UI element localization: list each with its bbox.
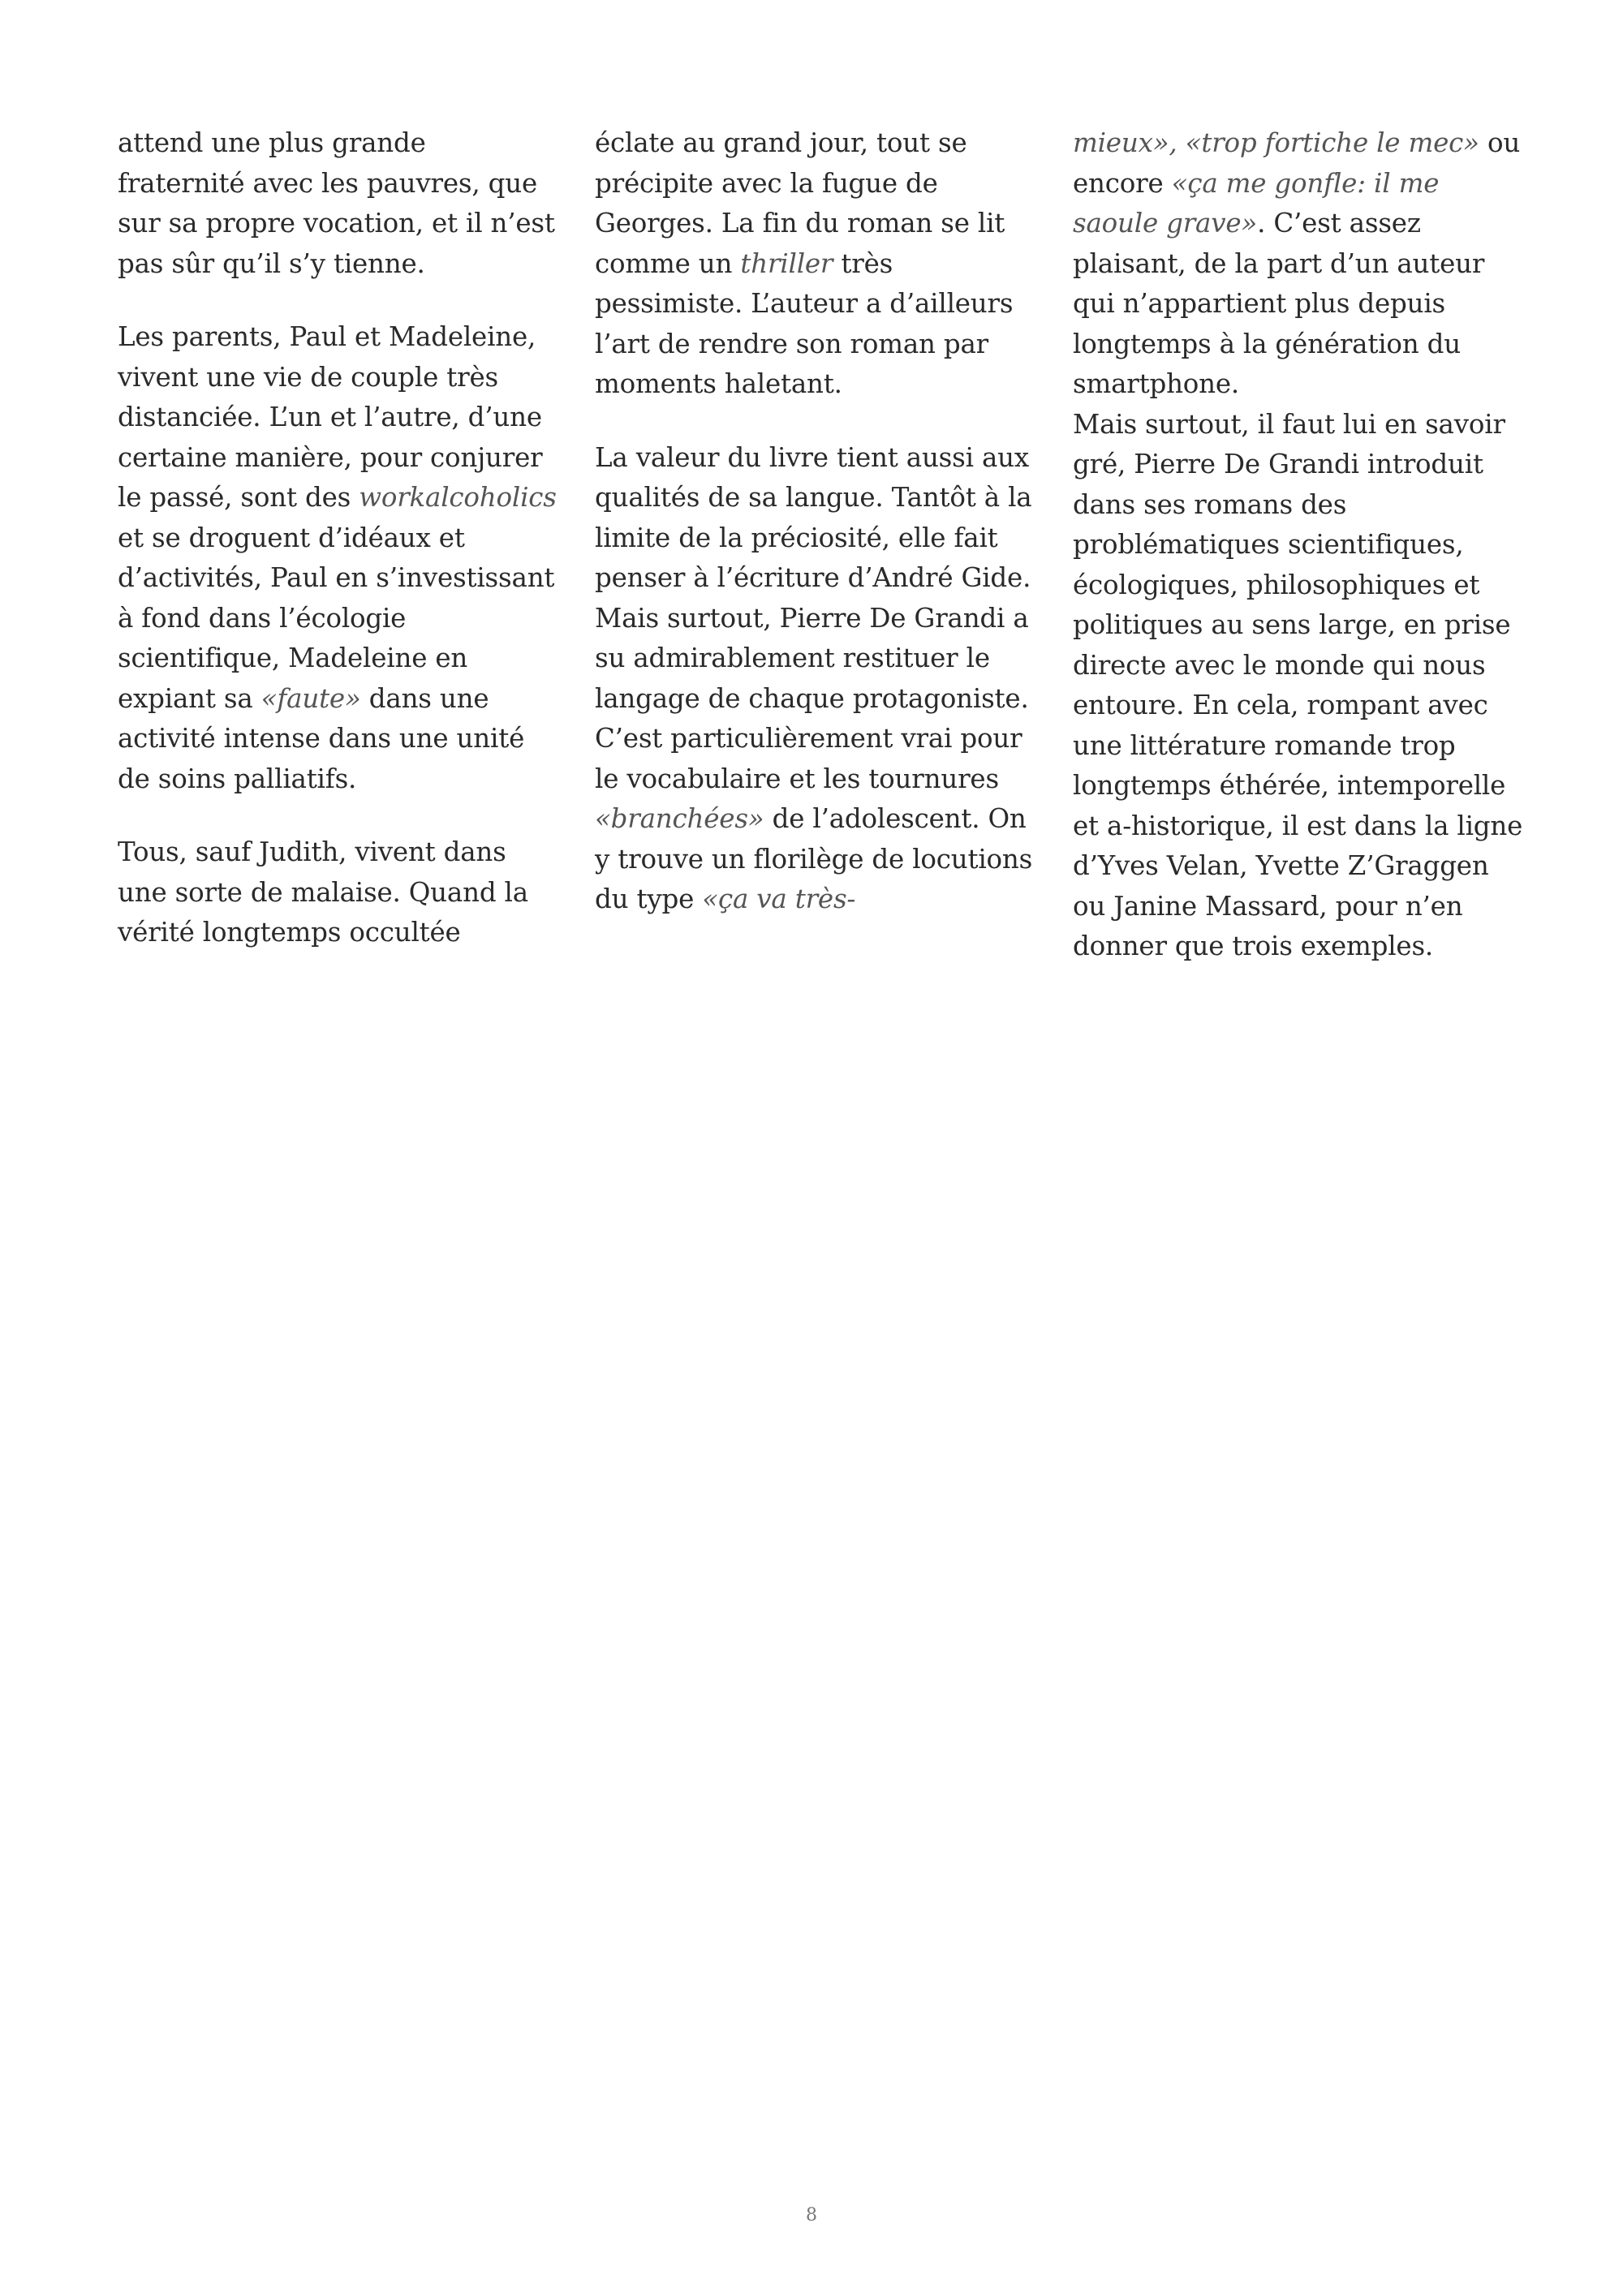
body-text: et se droguent d’idéaux et d’activités, Paul en s’investissant à fond dans l’écologie scientifique, Madeleine en expiant sa: [118, 522, 555, 714]
paragraph: [118, 317, 560, 799]
italic-text: workalcoholics: [359, 482, 557, 513]
paragraph: [118, 123, 560, 284]
body-text: La valeur du livre tient aussi aux qualités de sa langue. Tantôt à la limite de la préciosité, elle fait penser à l’écriture d’André Gide. Mais surtout, Pierre De Grandi a su admirablement restituer le langage de chaque protagoniste. C’est particulièrement vrai pour le vocabulaire et les tournures: [595, 441, 1032, 794]
text-column-3: [1073, 123, 1527, 1000]
italic-text: thriller: [740, 247, 833, 279]
italic-text: «ça va très-: [702, 884, 856, 914]
paragraph: [118, 832, 560, 953]
body-text: Tous, sauf Judith, vivent dans une sorte de malaise. Quand la vérité longtemps occultée: [118, 836, 528, 948]
paragraph: [595, 123, 1037, 405]
page-number: 8: [806, 2205, 817, 2225]
italic-text: «faute»: [260, 682, 361, 714]
text-column-1: [118, 123, 560, 987]
text-column-2: [595, 123, 1037, 953]
body-text: dans une activité intense dans une unité de soins palliatifs.: [118, 682, 525, 794]
body-text: très pessimiste. L’auteur a d’ailleurs l’art de rendre son roman par moments haletant.: [595, 247, 1014, 399]
italic-text: «branchées»: [595, 803, 764, 834]
italic-text: mieux», «trop fortiche le mec»: [1073, 127, 1479, 158]
body-text: éclate au grand jour, tout se précipite avec la fugue de Georges. La fin du roman se lit comme un: [595, 127, 1005, 279]
paragraph: [1073, 405, 1527, 967]
body-text: Mais surtout, il faut lui en savoir gré, Pierre De Grandi introduit dans ses romans des problématiques scientifiques, écologiques, philosophiques et politiques au sens large, en prise directe avec le monde qui nous entoure. En cela, rompant avec une littérature romande trop longtemps éthérée, intemporelle et a-historique, il est dans la ligne d’Yves Velan, Yvette Z’Graggen ou Janine Massard, pour n’en donner que trois exemples.: [1073, 408, 1523, 961]
body-text: de l’adolescent. On y trouve un florilège de locutions du type: [595, 803, 1033, 914]
italic-text: «ça me gonfle: il me saoule grave»: [1073, 167, 1440, 239]
body-text: attend une plus grande fraternité avec les pauvres, que sur sa propre vocation, et il n’est pas sûr qu’il s’y tienne.: [118, 127, 555, 279]
paragraph: [595, 438, 1037, 920]
body-text: . C’est assez plaisant, de la part d’un auteur qui n’appartient plus depuis longtemps à la génération du smartphone.: [1073, 208, 1485, 399]
paragraph: [1073, 123, 1527, 405]
body-text: ou encore: [1073, 127, 1521, 199]
body-text: Les parents, Paul et Madeleine, vivent une vie de couple très distanciée. L’un et l’autre, d’une certaine manière, pour conjurer le passé, sont des: [118, 321, 543, 513]
